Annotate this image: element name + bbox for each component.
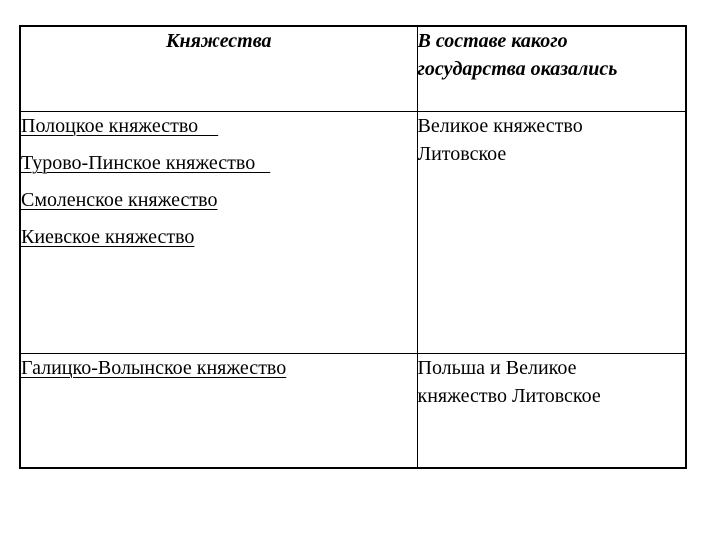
header-state bbox=[417, 26, 686, 112]
header-state-line-2: государства оказались bbox=[417, 58, 618, 80]
principalities-cell bbox=[20, 112, 417, 354]
principality-smolensk: Смоленское княжество bbox=[21, 189, 218, 211]
table-row bbox=[20, 112, 686, 354]
principality-kiev: Киевское княжество bbox=[21, 226, 195, 248]
state-cell bbox=[417, 354, 686, 469]
header-principalities-label: Княжества bbox=[165, 30, 272, 52]
state-line-2: Литовское bbox=[417, 143, 507, 165]
principality-polotsk: Полоцкое княжество bbox=[21, 115, 219, 137]
state-line-2: княжество Литовское bbox=[417, 385, 601, 407]
state-line-1: Великое княжество bbox=[417, 115, 583, 137]
state-cell bbox=[417, 112, 686, 354]
header-state-line-1: В составе какого bbox=[417, 30, 568, 52]
principality-turov-pinsk: Турово-Пинское княжество bbox=[21, 152, 271, 174]
table-row bbox=[20, 354, 686, 469]
principalities-cell bbox=[20, 354, 417, 469]
principality-galicia-volhynia: Галицко-Волынское княжество bbox=[21, 357, 287, 379]
principalities-table bbox=[19, 25, 687, 469]
header-principalities bbox=[20, 26, 417, 112]
table-header-row bbox=[20, 26, 686, 112]
state-line-1: Польша и Великое bbox=[417, 357, 577, 379]
